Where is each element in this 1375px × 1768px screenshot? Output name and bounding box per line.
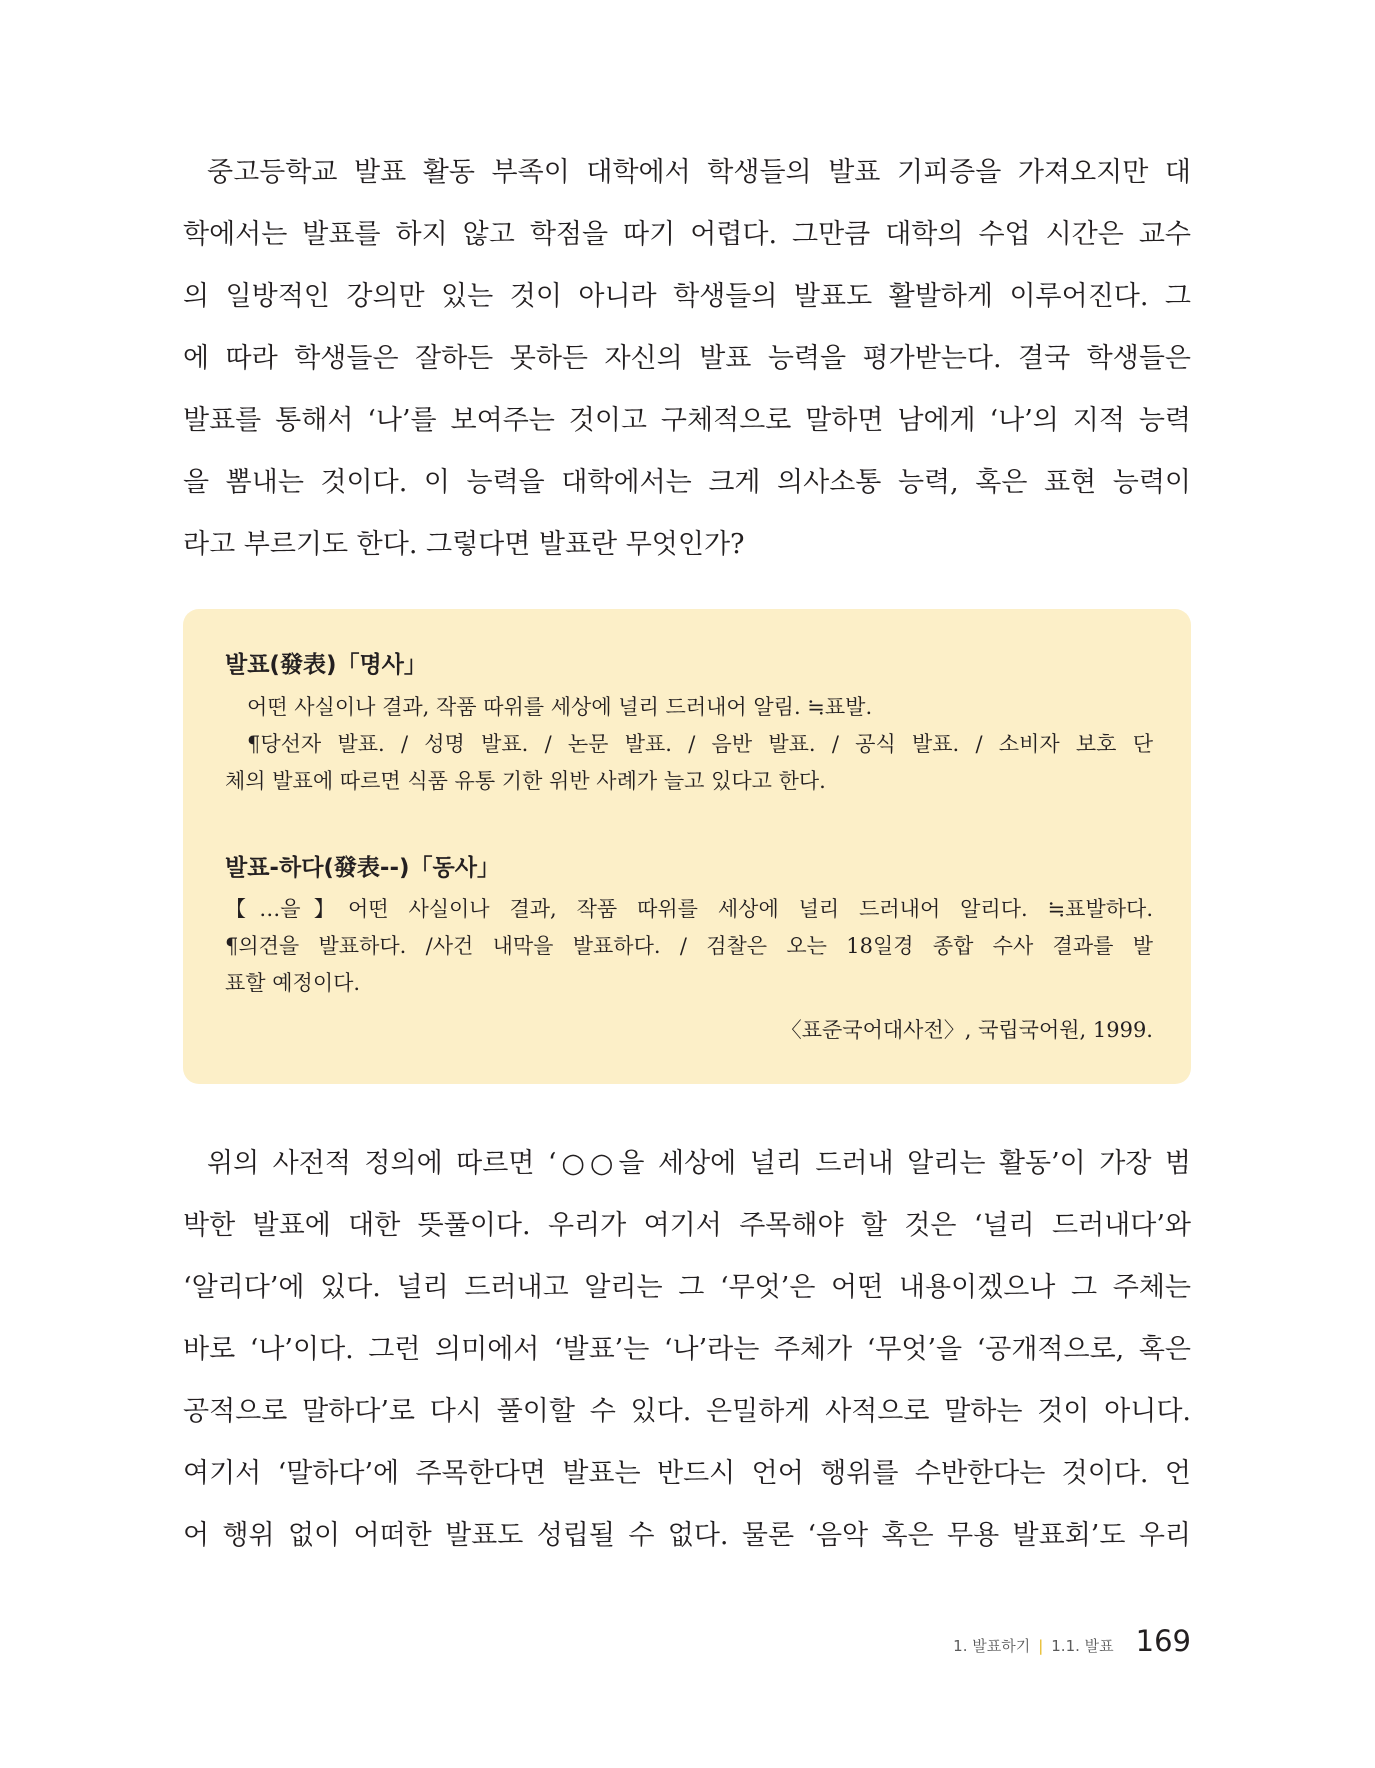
paragraph-line: 여기서 ‘말하다’에 주목한다면 발표는 반드시 언어 행위를 수반한다는 것이다. 언 bbox=[183, 1458, 1191, 1489]
paragraph-line: 의 일방적인 강의만 있는 것이 아니라 학생들의 발표도 활발하게 이루어진다. 그 bbox=[183, 281, 1191, 312]
example-line: ¶당선자 발표. / 성명 발표. / 논문 발표. / 음반 발표. / 공식 발표. / 소비자 보호 단 bbox=[247, 732, 1153, 756]
paragraph-line: 바로 ‘나’이다. 그런 의미에서 ‘발표’는 ‘나’라는 주체가 ‘무엇’을 ‘공개적으로, 혹은 bbox=[183, 1334, 1191, 1365]
paragraph-line: 을 뽐내는 것이다. 이 능력을 대학에서는 크게 의사소통 능력, 혹은 표현 능력이 bbox=[183, 467, 1191, 498]
body-paragraph-2 bbox=[183, 1133, 1191, 1567]
paragraph-line: 어 행위 없이 어떠한 발표도 성립될 수 없다. 물론 ‘음악 혹은 무용 발표회’도 우리 bbox=[183, 1520, 1191, 1551]
example-line: 표할 예정이다. bbox=[225, 971, 361, 995]
entry-title-noun: 발표(發表)「명사」 bbox=[225, 652, 427, 678]
footer-separator: | bbox=[1038, 1637, 1044, 1655]
example-line: ¶의견을 발표하다. /사건 내막을 발표하다. / 검찰은 오는 18일경 종합 수사 결과를 발 bbox=[225, 934, 1153, 958]
paragraph-line: 발표를 통해서 ‘나’를 보여주는 것이고 구체적으로 말하면 남에게 ‘나’의 지적 능력 bbox=[183, 405, 1191, 436]
paragraph-line: 라고 부르기도 한다. 그렇다면 발표란 무엇인가? bbox=[183, 529, 745, 560]
example-line: 체의 발표에 따르면 식품 유통 기한 위반 사례가 늘고 있다고 한다. bbox=[225, 769, 826, 793]
paragraph-line: 학에서는 발표를 하지 않고 학점을 따기 어렵다. 그만큼 대학의 수업 시간은 교수 bbox=[183, 219, 1191, 250]
paragraph-line: 박한 발표에 대한 뜻풀이다. 우리가 여기서 주목해야 할 것은 ‘널리 드러내다’와 bbox=[183, 1210, 1191, 1241]
entry-body-noun bbox=[225, 689, 1153, 800]
page-number: 169 bbox=[1135, 1624, 1191, 1658]
page-footer bbox=[953, 1624, 1191, 1664]
paragraph-line: 중고등학교 발표 활동 부족이 대학에서 학생들의 발표 기피증을 가져오지만 대 bbox=[207, 157, 1191, 188]
citation: 〈표준국어대사전〉, 국립국어원, 1999. bbox=[780, 1018, 1153, 1042]
definition-line: 【…을】어떤 사실이나 결과, 작품 따위를 세상에 널리 드러내어 알리다. ≒표발하다. bbox=[225, 897, 1153, 921]
paragraph-line: 위의 사전적 정의에 따르면 ‘○○을 세상에 널리 드러내 알리는 활동’이 가장 범 bbox=[207, 1148, 1191, 1179]
definition-line: 어떤 사실이나 결과, 작품 따위를 세상에 널리 드러내어 알림. ≒표발. bbox=[247, 695, 873, 719]
dictionary-definition-box bbox=[183, 609, 1191, 1084]
entry-body-verb bbox=[225, 891, 1153, 1002]
paragraph-line: 공적으로 말하다’로 다시 풀이할 수 있다. 은밀하게 사적으로 말하는 것이 아니다. bbox=[183, 1396, 1191, 1427]
footer-section: 1.1. 발표 bbox=[1051, 1637, 1114, 1655]
paragraph-line: 에 따라 학생들은 잘하든 못하든 자신의 발표 능력을 평가받는다. 결국 학생들은 bbox=[183, 343, 1191, 374]
footer-chapter: 1. 발표하기 bbox=[953, 1637, 1031, 1655]
paragraph-line: ‘알리다’에 있다. 널리 드러내고 알리는 그 ‘무엇’은 어떤 내용이겠으나 그 주체는 bbox=[183, 1272, 1191, 1303]
entry-title-verb: 발표-하다(發表--)「동사」 bbox=[225, 855, 500, 881]
body-paragraph-1 bbox=[183, 142, 1191, 576]
